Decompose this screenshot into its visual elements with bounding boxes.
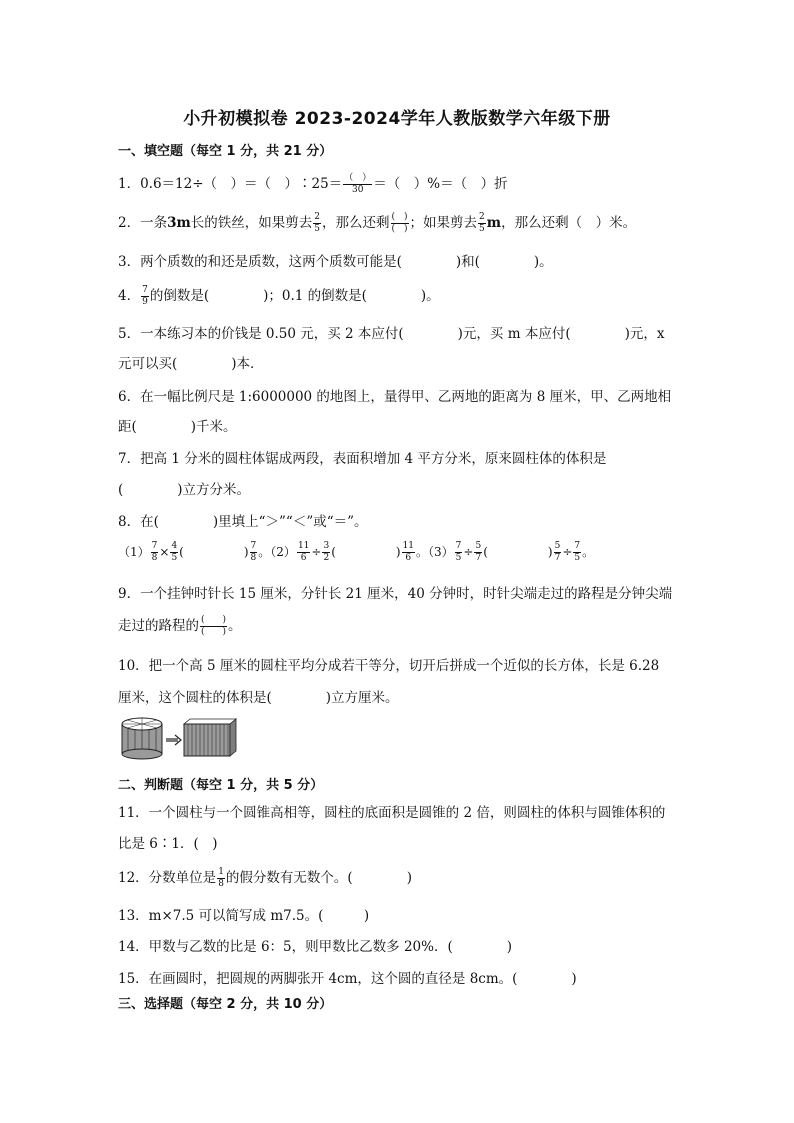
question-7-line-2: ( )立方分米。 xyxy=(118,482,251,498)
q1-text-end: ＝（ ）%＝（ ）折 xyxy=(373,176,508,192)
q8-2-frac-b: $\frac{3}{2}$ xyxy=(323,541,330,563)
q9-fraction-blank: ( ) ( ) xyxy=(201,615,227,637)
q8-2-blank: ( ) xyxy=(331,545,401,559)
question-10-line-1: 10．把一个高 5 厘米的圆柱平均分成若干等分，切开后拼成一个近似的长方体，长是 6.28 xyxy=(118,658,660,674)
question-11-line-2: 比是 6∶1．( ) xyxy=(118,836,218,852)
section-heading-fill-in: 一、填空题（每空 1 分，共 21 分） xyxy=(118,144,333,159)
question-5-line-2: 元可以买( )本． xyxy=(118,356,264,372)
arrow-right-icon xyxy=(166,735,181,745)
question-2: 2．一条3m长的铁丝，如果剪去 $\frac{2}{5}$ ，那么还剩 ( ) ( ) ；如果剪去 $\frac{2}{5}$ m，那么还剩（ ）米。 xyxy=(118,212,637,234)
q8-3-frac-c: $\frac{5}{7}$ xyxy=(554,541,561,563)
question-10-line-2: 厘米，这个圆柱的体积是( )立方厘米。 xyxy=(118,690,399,706)
question-9-line-1: 9．一个挂钟时针长 15 厘米，分针长 21 厘米，40 分钟时，时针尖端走过的路程是分钟尖端 xyxy=(118,586,673,602)
q8-3-blank: ( ) xyxy=(483,545,553,559)
q4-fraction: $\frac{7}{9}$ xyxy=(142,285,148,307)
question-14: 14．甲数与乙数的比是 6：5，则甲数比乙数多 20%．( ) xyxy=(118,939,512,955)
question-9-line-2: 走过的路程的 ( ) ( ) 。 xyxy=(118,615,242,637)
question-8: 8．在( )里填上“＞”“＜”或“＝”。 xyxy=(118,514,368,530)
q8-1-blank: ( ) xyxy=(179,545,249,559)
q1-text-start: 1．0.6＝12÷（ ）＝（ ）∶25＝ xyxy=(118,176,343,192)
q8-1-frac-b: $\frac{4}{5}$ xyxy=(171,541,178,563)
question-13: 13．m×7.5 可以简写成 m7.5。( ) xyxy=(118,908,370,924)
question-15: 15．在画圆时，把圆规的两脚张开 4cm，这个圆的直径是 8cm。( ) xyxy=(118,971,577,987)
question-8-items: （1） $\frac{7}{8}$ × $\frac{4}{5}$ ( ) $\frac{7}{8}$ 。（2） $\frac{11}{6}$ ÷ $\frac{3}{2}$ ( ) $\frac{11}{6}$ 。（3） $\frac{7}{5}$ ÷ $\frac{5}{7}$ ( ) $\frac{5}{7}$ ÷ $\frac{7}{5}$ 。 xyxy=(118,541,595,563)
q2-fraction-2: $\frac{2}{5}$ xyxy=(479,212,485,234)
q2-fraction-blank: ( ) ( ) xyxy=(391,212,408,234)
page-title: 小升初模拟卷 2023-2024学年人教版数学六年级下册 xyxy=(183,109,611,129)
q8-3-frac-a: $\frac{7}{5}$ xyxy=(455,541,462,563)
question-5-line-1: 5．一本练习本的价钱是 0.50 元，买 2 本应付( )元，买 m 本应付( )元，x xyxy=(118,326,665,342)
q8-3-frac-b: $\frac{5}{7}$ xyxy=(475,541,482,563)
section-heading-multiple-choice: 三、选择题（每空 2 分，共 10 分） xyxy=(118,997,333,1012)
question-12: 12．分数单位是 $\frac{1}{8}$ 的假分数有无数个。( ) xyxy=(118,867,412,889)
q8-1-frac-a: $\frac{7}{8}$ xyxy=(151,541,158,563)
q12-fraction: $\frac{1}{8}$ xyxy=(218,867,224,889)
question-11-line-1: 11．一个圆柱与一个圆锥高相等，圆柱的底面积是圆锥的 2 倍，则圆柱的体积与圆锥体积的 xyxy=(118,805,666,821)
cylinder-to-cuboid-figure xyxy=(118,714,248,764)
cuboid-icon xyxy=(184,719,236,756)
question-1 xyxy=(118,172,508,195)
question-6-line-2: 距( )千米。 xyxy=(118,419,237,435)
q2-fraction-1: $\frac{2}{5}$ xyxy=(314,212,321,234)
question-3: 3．两个质数的和还是质数，这两个质数可能是( )和( )。 xyxy=(118,254,553,270)
cylinder-icon xyxy=(122,718,162,759)
question-4: 4． $\frac{7}{9}$ 的倒数是( )；0.1 的倒数是( )。 xyxy=(118,285,440,307)
q8-2-frac-a: $\frac{11}{6}$ xyxy=(297,541,310,563)
section-heading-true-false: 二、判断题（每空 1 分，共 5 分） xyxy=(118,778,324,793)
question-7-line-1: 7．把高 1 分米的圆柱体锯成两段，表面积增加 4 平方分米，原来圆柱体的体积是 xyxy=(118,451,607,467)
q1-fraction: （ ） 30 xyxy=(344,173,372,195)
question-6-line-1: 6．在一幅比例尺是 1:6000000 的地图上，量得甲、乙两地的距离为 8 厘米，甲、乙两地相 xyxy=(118,389,672,405)
q8-2-frac-c: $\frac{11}{6}$ xyxy=(402,541,415,563)
q8-3-frac-d: $\frac{7}{5}$ xyxy=(574,541,581,563)
q8-1-frac-c: $\frac{7}{8}$ xyxy=(250,541,257,563)
